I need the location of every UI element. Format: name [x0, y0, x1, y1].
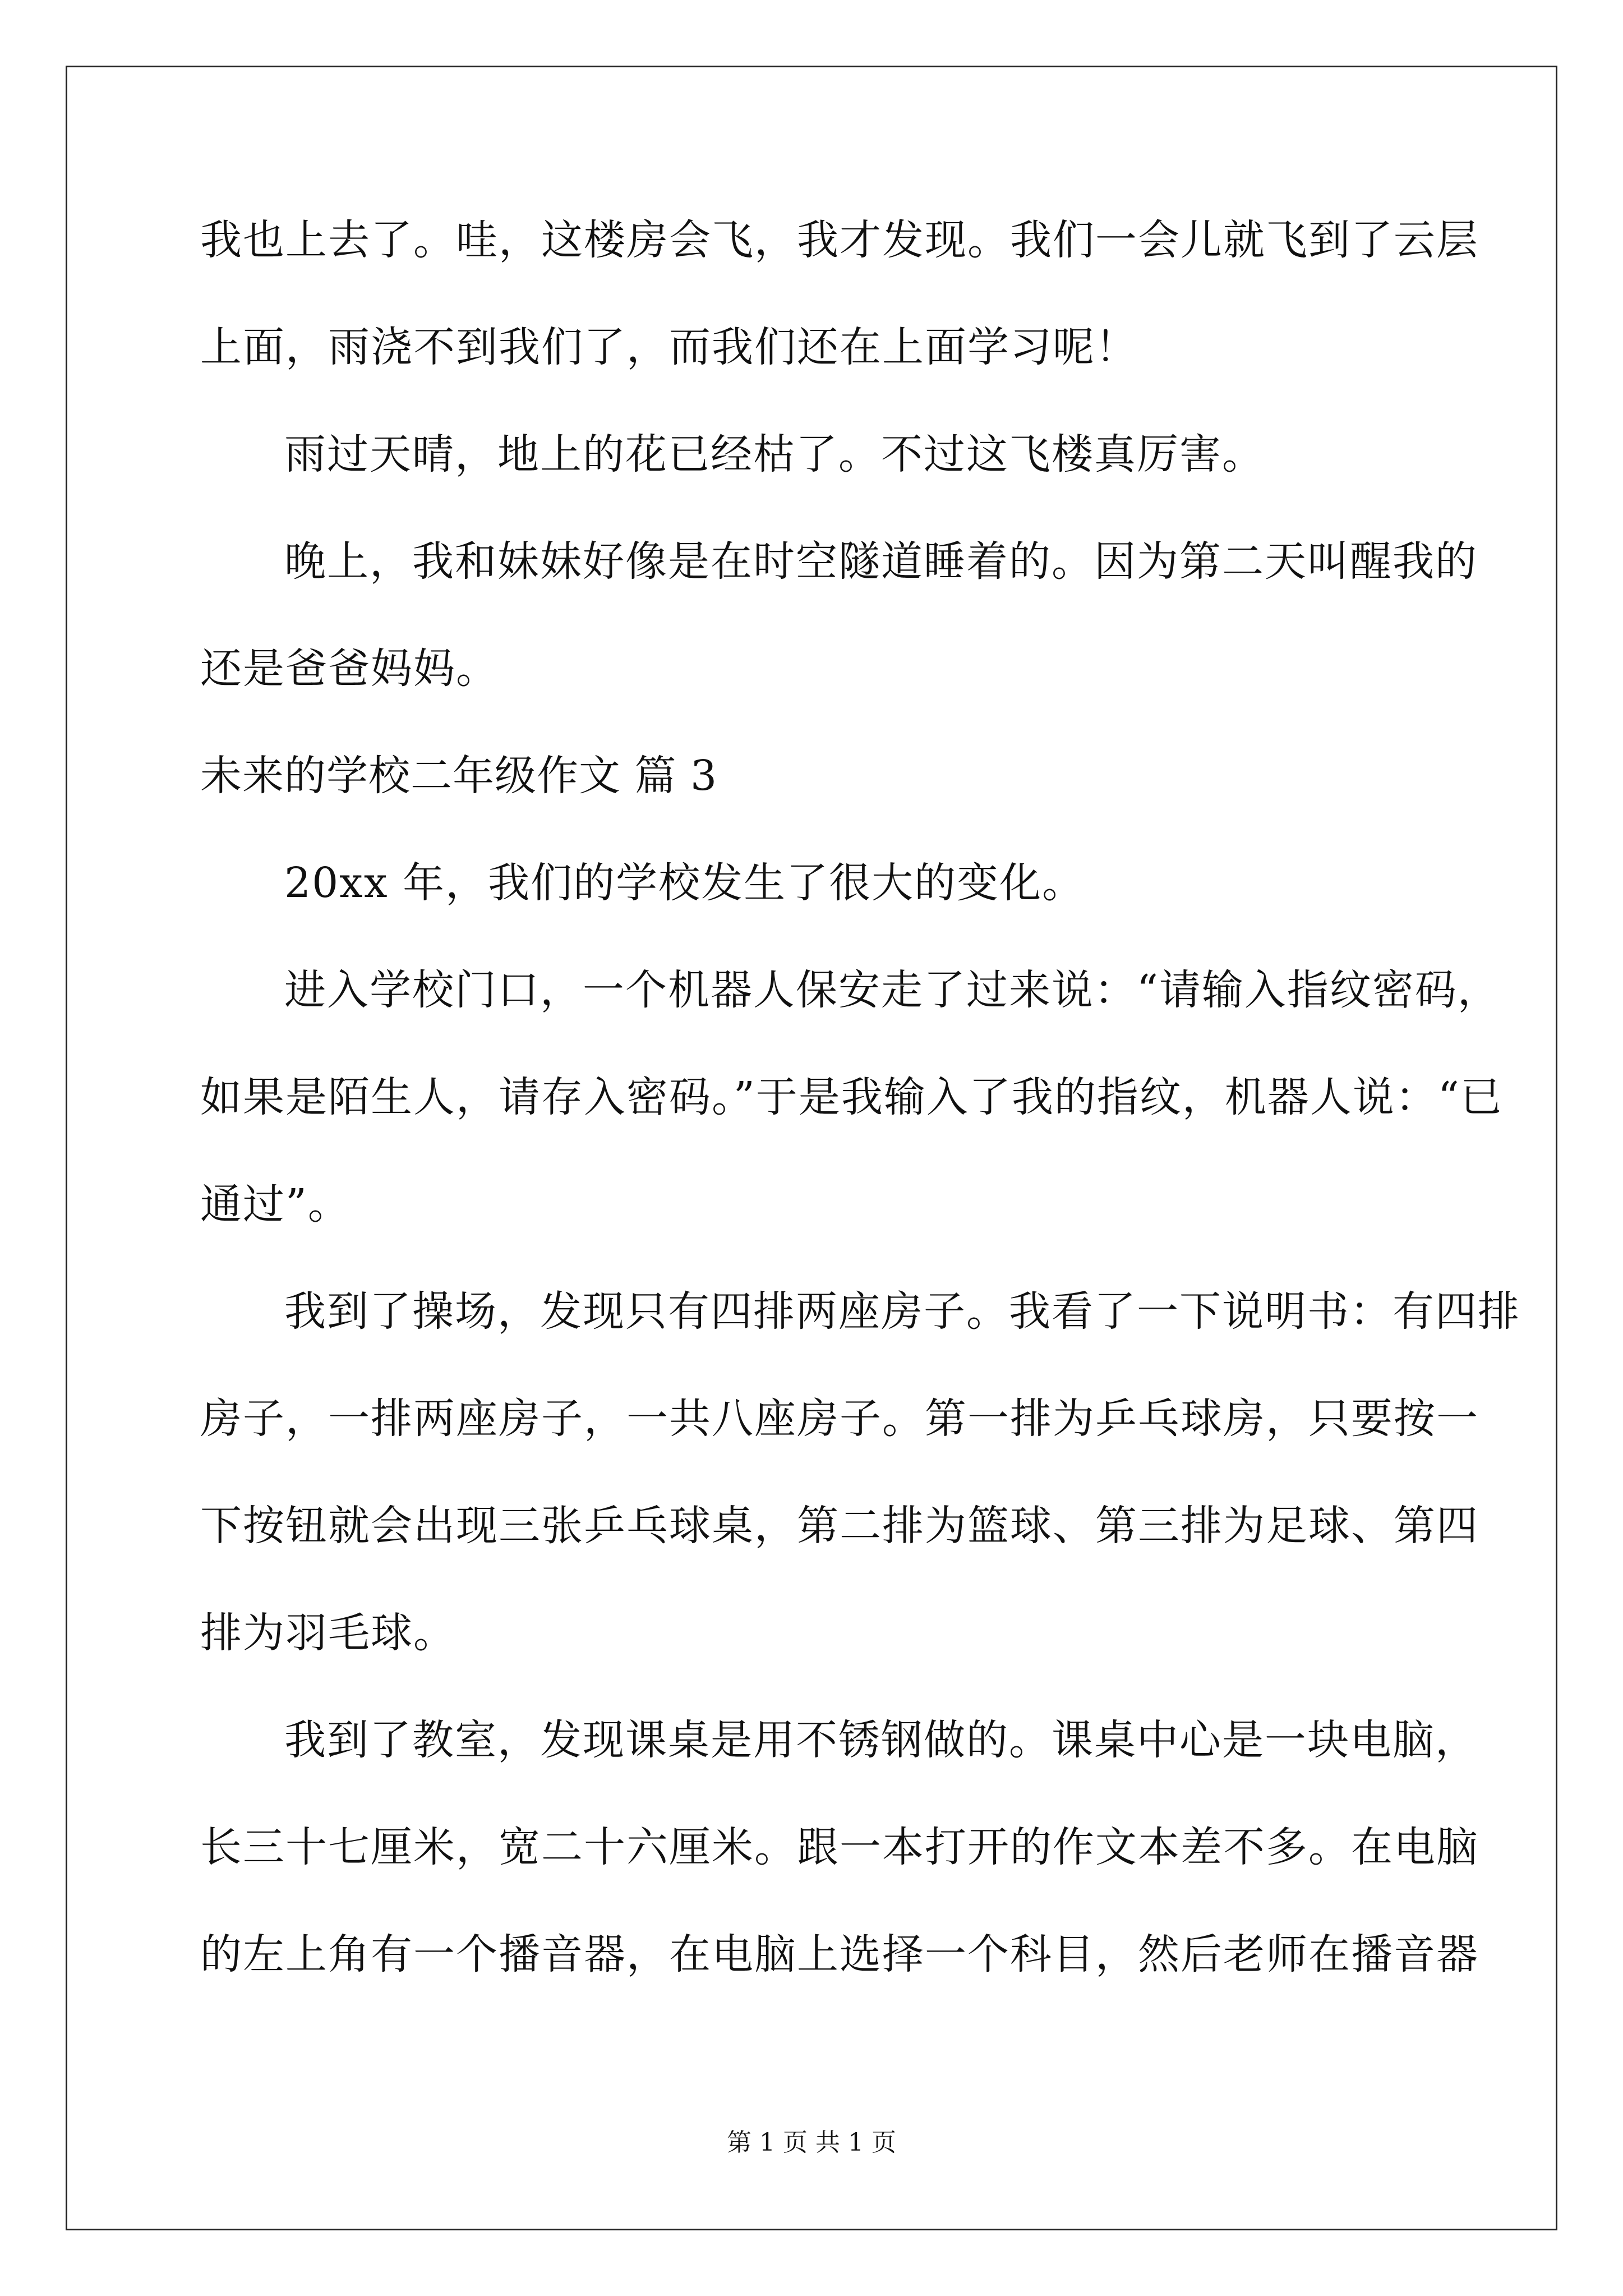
document-body	[200, 213, 1520, 2035]
text-line: 我也上去了。哇，这楼房会飞，我才发现。我们一会儿就飞到了云层	[200, 216, 1479, 264]
text-line: 长三十七厘米，宽二十六厘米。跟一本打开的作文本差不多。在电脑	[200, 1823, 1479, 1871]
text-line: 进入学校门口，一个机器人保安走了过来说：“请输入指纹密码，	[284, 966, 1500, 1014]
text-line: 我到了操场，发现只有四排两座房子。我看了一下说明书：有四排	[284, 1287, 1520, 1336]
page-footer: 第 1 页 共 1 页	[727, 2128, 896, 2157]
text-line: 排为羽毛球。	[200, 1609, 456, 1657]
text-line: 的左上角有一个播音器，在电脑上选择一个科目，然后老师在播音器	[200, 1930, 1479, 1978]
text-line: 还是爸爸妈妈。	[200, 645, 499, 693]
text-line: 上面，雨浇不到我们了，而我们还在上面学习呢！	[200, 323, 1138, 371]
text-line: 通过”。	[200, 1180, 351, 1228]
text-line: 晚上，我和妹妹好像是在时空隧道睡着的。因为第二天叫醒我的	[284, 537, 1478, 586]
text-line: 雨过天晴，地上的花已经枯了。不过这飞楼真厉害。	[284, 430, 1265, 478]
section-heading: 未来的学校二年级作文 篇 3	[200, 752, 718, 800]
text-line: 我到了教室，发现课桌是用不锈钢做的。课桌中心是一块电脑，	[284, 1716, 1478, 1764]
text-line: 房子，一排两座房子，一共八座房子。第一排为乒乓球房，只要按一	[200, 1395, 1479, 1443]
text-line: 如果是陌生人，请存入密码。”于是我输入了我的指纹，机器人说：“已	[200, 1073, 1503, 1121]
text-line: 20xx 年，我们的学校发生了很大的变化。	[284, 859, 1085, 907]
text-line: 下按钮就会出现三张乒乓球桌，第二排为篮球、第三排为足球、第四	[200, 1502, 1479, 1550]
